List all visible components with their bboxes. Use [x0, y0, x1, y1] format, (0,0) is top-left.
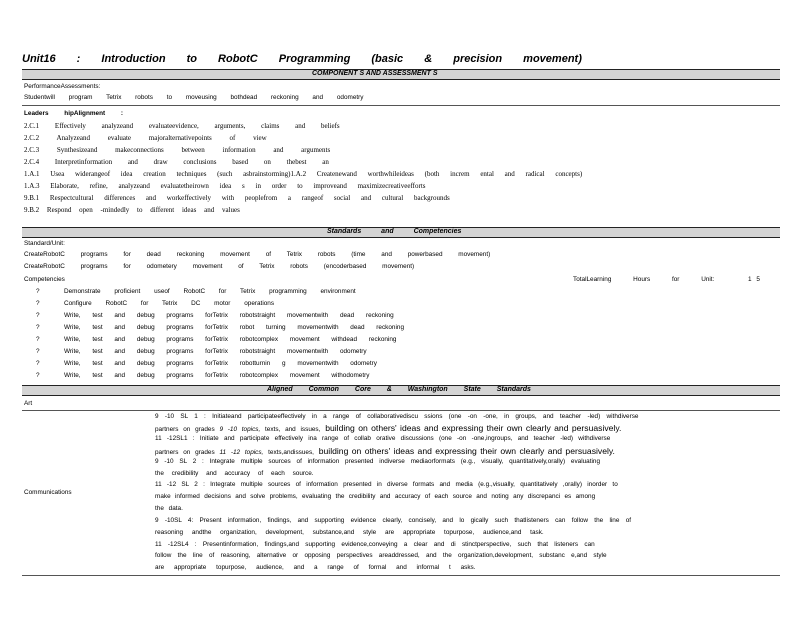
- communications-label: Communications: [24, 489, 72, 496]
- competency-text: Write, test and debug programs forTetrix robot turning movementwith dead reckoning: [64, 324, 405, 331]
- comm-text: building on others' ideas and expressing their own clearly and persuasively.: [325, 423, 622, 433]
- competency-item: [36, 300, 274, 307]
- comm-line: 9 -10SL 4: Present information, findings, and supporting evidence clearly, concisely, and lo gically such thatlisteners can follow the line of: [155, 517, 632, 524]
- competency-item: [36, 372, 369, 379]
- standards-band-label: Standards and Competencies: [327, 228, 462, 235]
- comm-line: reasoning andthe organization, development, substance,and style are appropriate topurpose, audience,and task.: [155, 529, 544, 536]
- bullet-glyph: ?: [36, 300, 40, 307]
- divider: [22, 410, 780, 411]
- comm-line: [155, 446, 615, 456]
- comm-text: partners on grades: [155, 426, 215, 433]
- leadership-heading: Leaders hipAlignment :: [24, 110, 124, 117]
- total-hours-label: TotalLearning Hours for Unit:: [573, 276, 715, 283]
- bullet-glyph: ?: [36, 324, 40, 331]
- competency-text: Write, test and debug programs forTetrix robotturnin g movementwith odometry: [64, 360, 377, 367]
- leadership-item: 9.B.2 Respond open -mindedly to different ideas and values: [24, 206, 240, 214]
- competency-item: [36, 348, 367, 355]
- divider: [22, 575, 780, 576]
- competency-item: [36, 324, 404, 331]
- comm-line: follow the line of reasoning, alternative or opposing perspectives areaddressed, and the organization,development, substanc e,and style: [155, 552, 607, 559]
- components-band-label: COMPONENT S AND ASSESSMENT S: [312, 70, 438, 77]
- unit-title: Unit16 : Introduction to RobotC Programming (basic & precision movement): [22, 53, 582, 65]
- bullet-glyph: ?: [36, 288, 40, 295]
- leadership-item: 2.C.4 Interpretinformation and draw conclusions based on thebest an: [24, 158, 329, 166]
- comm-line: [155, 423, 621, 433]
- comm-line: 9 -10 SL 1 : Initiateand participateeffectively in a range of collaborativediscu ssions (one -on -one, in groups, and teacher -led) withdiverse: [155, 413, 639, 420]
- leadership-item: 9.B.1 Respectcultural differences and workeffectively with peoplefrom a rangeof social and cultural backgrounds: [24, 194, 450, 202]
- components-band: [22, 69, 780, 80]
- competency-item: [36, 360, 377, 367]
- comm-line: 9 -10 SL 2 : Integrate multiple sources of information presented indiverse mediaorformats (e.g., visually, quantitatively,orally) evaluating: [155, 458, 601, 465]
- standard-line: CreateRobotC programs for odometery movement of Tetrix robots (encoderbased movement): [24, 263, 415, 270]
- performance-heading: PerformanceAssessments:: [24, 83, 101, 90]
- comm-line: the credibility and accuracy of each source.: [155, 470, 314, 477]
- leadership-item: 2.C.2 Analyzeand evaluate majoralternativepoints of view: [24, 134, 267, 142]
- comm-text: 11 -12 topics,: [219, 449, 264, 456]
- competency-text: Demonstrate proficient useof RobotC for Tetrix programming environment: [64, 288, 356, 295]
- divider: [22, 105, 780, 106]
- comm-line: 11 -12SL1 : Initiate and participate effectively ina range of collab orative discussions (one -on -one,ingroups, and teacher -led) withdiverse: [155, 435, 611, 442]
- comm-text: building on others' ideas and expressing their own clearly and persuasively.: [318, 446, 615, 456]
- comm-line: make informed decisions and solve problems, evaluating the credibility and accuracy of each source and noting any discrepanci es among: [155, 493, 596, 500]
- standards-band: [22, 227, 780, 238]
- competency-text: Configure RobotC for Tetrix DC motor operations: [64, 300, 275, 307]
- comm-line: are appropriate topurpose, audience, and a range of formal and informal t asks.: [155, 564, 476, 571]
- comm-line: 11 -12SL4 : Presentinformation, findings,and supporting evidence,conveying a clear and di stinctperspective, such that listeners can: [155, 541, 595, 548]
- aligned-band-label: Aligned Common Core & Washington State Standards: [267, 386, 531, 393]
- standard-line: CreateRobotC programs for dead reckoning movement of Tetrix robots (time and powerbased movement): [24, 251, 491, 258]
- art-label: Art: [24, 400, 33, 407]
- bullet-glyph: ?: [36, 312, 40, 319]
- comm-line: 11 -12 SL 2 : Integrate multiple sources of information presented in diverse formats and media (e.g.,visually, quantitatively ,orally) inorder to: [155, 481, 618, 488]
- comm-text: partners on grades: [155, 449, 215, 456]
- competency-item: [36, 336, 397, 343]
- leadership-item: 2.C.1 Effectively analyzeand evaluateevidence, arguments, claims and beliefs: [24, 122, 340, 130]
- competency-item: [36, 288, 356, 295]
- aligned-band: [22, 385, 780, 396]
- competency-text: Write, test and debug programs forTetrix robotcomplex movement withodometry: [64, 372, 370, 379]
- comm-text: texts,andissues,: [268, 449, 314, 456]
- comm-text: texts, and issues,: [265, 426, 321, 433]
- bullet-glyph: ?: [36, 372, 40, 379]
- bullet-glyph: ?: [36, 360, 40, 367]
- leadership-item: 1.A.3 Elaborate, refine, analyzeand evaluatetheirown idea s in order to improveand maximizecreativeefforts: [24, 182, 426, 190]
- bullet-glyph: ?: [36, 336, 40, 343]
- comm-line: the data.: [155, 505, 183, 512]
- leadership-item: 2.C.3 Synthesizeand makeconnections between information and arguments: [24, 146, 331, 154]
- competency-text: Write, test and debug programs forTetrix robotstraight movementwith odometry: [64, 348, 367, 355]
- competency-item: [36, 312, 394, 319]
- comm-text: 9 -10 topics,: [219, 426, 261, 433]
- performance-text: Studentwill program Tetrix robots to moveusing bothdead reckoning and odometry: [24, 94, 364, 101]
- competency-text: Write, test and debug programs forTetrix robotstraight movementwith dead reckoning: [64, 312, 394, 319]
- competency-text: Write, test and debug programs forTetrix robotcomplex movement withdead reckoning: [64, 336, 397, 343]
- standard-unit-heading: Standard/Unit:: [24, 240, 65, 247]
- total-hours-value: 1 5: [748, 276, 760, 283]
- competencies-heading: Competencies: [24, 276, 65, 283]
- leadership-item: 1.A.1 Usea widerangeof idea creation techniques (such asbrainstorming)1.A.2 Createnewand worthwhileideas (both increm ental and radical concepts): [24, 170, 583, 178]
- bullet-glyph: ?: [36, 348, 40, 355]
